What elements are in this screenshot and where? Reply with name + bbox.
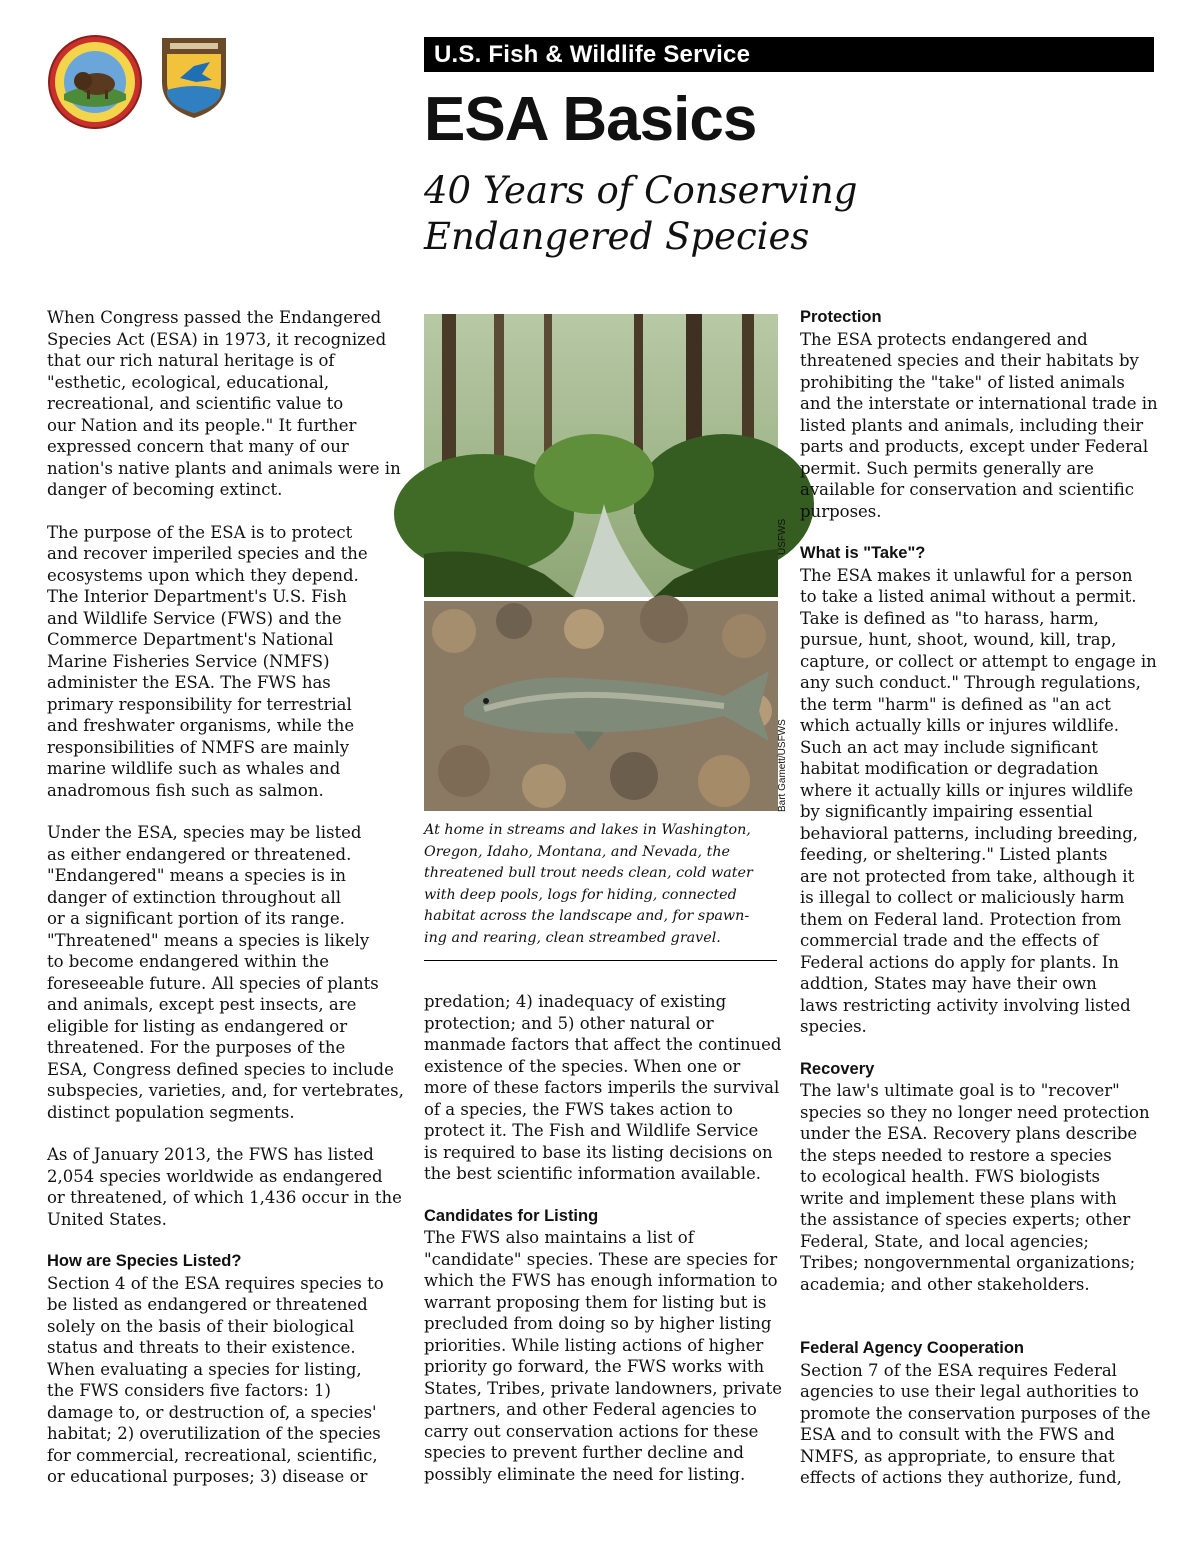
page-title: ESA Basics xyxy=(424,85,757,154)
text-line: more of these factors imperils the survival xyxy=(424,1078,780,1097)
candidates-paragraph xyxy=(424,1227,780,1485)
text-line: habitat across the landscape and, for spawn- xyxy=(424,908,750,924)
candidates-heading: Candidates for Listing xyxy=(424,1206,599,1225)
text-line: write and implement these plans with xyxy=(800,1188,1117,1208)
text-line: possibly eliminate the need for listing. xyxy=(424,1464,746,1484)
text-line: our Nation and its people." It further xyxy=(47,415,357,435)
recovery-paragraph xyxy=(800,1080,1160,1295)
text-line: As of January 2013, the FWS has listed xyxy=(47,1145,374,1164)
text-line: "candidate" species. These are species for xyxy=(424,1249,778,1269)
text-line: Oregon, Idaho, Montana, and Nevada, the xyxy=(424,843,731,860)
subtitle-line: Endangered Species xyxy=(424,215,810,258)
text-line: precluded from doing so by higher listing xyxy=(424,1314,772,1333)
text-line: and Wildlife Service (FWS) and the xyxy=(47,608,342,628)
take-heading: What is "Take"? xyxy=(800,544,926,562)
text-line: with deep pools, logs for hiding, connected xyxy=(424,886,737,903)
text-line: effects of actions they authorize, fund, xyxy=(800,1468,1122,1487)
text-line: are not protected from take, although it xyxy=(800,866,1135,886)
text-line: which actually kills or injures wildlife. xyxy=(800,716,1119,735)
text-line: priority go forward, the FWS works with xyxy=(424,1357,765,1376)
text-line: responsibilities of NMFS are mainly xyxy=(47,737,350,757)
text-line: NMFS, as appropriate, to ensure that xyxy=(800,1446,1115,1466)
text-line: protect it. The Fish and Wildlife Service xyxy=(424,1121,759,1140)
text-line: to become endangered within the xyxy=(47,952,329,971)
text-line: recreational, and scientific value to xyxy=(47,394,344,413)
agency-name: U.S. Fish & Wildlife Service xyxy=(434,41,751,68)
text-line: The ESA makes it unlawful for a person xyxy=(800,565,1133,585)
text-line: solely on the basis of their biological xyxy=(47,1316,355,1336)
subtitle-line: 40 Years of Conserving xyxy=(424,169,858,212)
text-line: Federal actions do apply for plants. In xyxy=(800,952,1119,972)
text-line: The purpose of the ESA is to protect xyxy=(47,522,353,542)
text-line: "esthetic, ecological, educational, xyxy=(47,372,330,392)
text-line: Federal, State, and local agencies; xyxy=(800,1231,1089,1251)
text-line: species to prevent further decline and xyxy=(424,1443,744,1462)
text-line: threatened. For the purposes of the xyxy=(47,1038,346,1057)
text-line: addtion, States may have their own xyxy=(800,974,1097,993)
text-line: capture, or collect or attempt to engage in xyxy=(800,651,1157,671)
take-paragraph xyxy=(800,565,1160,1038)
protection-heading: Protection xyxy=(800,308,882,326)
text-line: Tribes; nongovernmental organizations; xyxy=(800,1253,1136,1272)
listing-paragraph xyxy=(47,822,407,1123)
forest-photo-credit: USFWS xyxy=(777,518,788,555)
text-line: the FWS considers five factors: 1) xyxy=(47,1381,331,1400)
text-line: any such conduct." Through regulations, xyxy=(800,673,1141,692)
text-line: eligible for listing as endangered or xyxy=(47,1016,348,1036)
text-line: the assistance of species experts; other xyxy=(800,1210,1131,1229)
text-line: where it actually kills or injures wildlife xyxy=(800,780,1134,800)
fws-shield-logo xyxy=(158,34,230,120)
text-line: distinct population segments. xyxy=(47,1102,295,1122)
text-line: prohibiting the "take" of listed animals xyxy=(800,372,1125,392)
text-line: damage to, or destruction of, a species' xyxy=(47,1402,377,1422)
text-line: warrant proposing them for listing but is xyxy=(424,1292,767,1312)
photo-caption xyxy=(424,820,780,949)
text-line: threatened species and their habitats by xyxy=(800,351,1139,370)
text-line: is required to base its listing decisions on xyxy=(424,1142,773,1162)
text-line: ESA, Congress defined species to include xyxy=(47,1059,394,1079)
how-listed-heading: How are Species Listed? xyxy=(47,1252,242,1270)
text-line: subspecies, varieties, and, for vertebrates, xyxy=(47,1081,404,1100)
text-line: available for conservation and scientific xyxy=(800,480,1135,499)
text-line: the term "harm" is defined as "an act xyxy=(800,694,1111,714)
text-line: laws restricting activity involving listed xyxy=(800,995,1131,1015)
text-line: be listed as endangered or threatened xyxy=(47,1295,368,1314)
text-line: The Interior Department's U.S. Fish xyxy=(47,587,347,606)
text-line: predation; 4) inadequacy of existing xyxy=(424,992,727,1011)
text-line: manmade factors that affect the continued xyxy=(424,1035,782,1054)
intro-paragraph xyxy=(47,307,407,501)
text-line: danger of extinction throughout all xyxy=(47,887,342,907)
protection-paragraph xyxy=(800,329,1160,523)
text-line: and freshwater organisms, while the xyxy=(47,716,355,735)
counts-paragraph xyxy=(47,1144,407,1230)
text-line: The law's ultimate goal is to "recover" xyxy=(800,1081,1120,1100)
text-line: "Endangered" means a species is in xyxy=(47,866,347,885)
text-line: the best scientific information available. xyxy=(424,1164,761,1183)
text-line: 2,054 species worldwide as endangered xyxy=(47,1166,383,1186)
text-line: commercial trade and the effects of xyxy=(800,931,1099,950)
caption-divider xyxy=(424,960,777,961)
text-line: or educational purposes; 3) disease or xyxy=(47,1467,368,1486)
text-line: pursue, hunt, shoot, wound, kill, trap, xyxy=(800,630,1117,649)
text-line: When evaluating a species for listing, xyxy=(47,1359,362,1379)
text-line: to ecological health. FWS biologists xyxy=(800,1167,1100,1186)
text-line: habitat modification or degradation xyxy=(800,759,1099,778)
interior-department-seal xyxy=(47,34,143,130)
purpose-paragraph xyxy=(47,522,407,802)
text-line: academia; and other stakeholders. xyxy=(800,1274,1090,1294)
text-line: Under the ESA, species may be listed xyxy=(47,823,362,842)
text-line: primary responsibility for terrestrial xyxy=(47,694,352,714)
text-line: the steps needed to restore a species xyxy=(800,1145,1112,1165)
text-line: expressed concern that many of our xyxy=(47,437,349,456)
cooperation-heading: Federal Agency Cooperation xyxy=(800,1339,1025,1357)
text-line: is illegal to collect or maliciously harm xyxy=(800,888,1125,907)
text-line: Commerce Department's National xyxy=(47,630,334,649)
text-line: behavioral patterns, including breeding, xyxy=(800,823,1139,843)
text-line: and recover imperiled species and the xyxy=(47,544,368,563)
cooperation-paragraph xyxy=(800,1360,1160,1489)
text-line: of a species, the FWS takes action to xyxy=(424,1099,733,1119)
recovery-heading: Recovery xyxy=(800,1059,875,1078)
text-line: ESA and to consult with the FWS and xyxy=(800,1425,1115,1444)
text-line: parts and products, except under Federal xyxy=(800,437,1149,456)
text-line: partners, and other Federal agencies to xyxy=(424,1400,757,1419)
text-line: permit. Such permits generally are xyxy=(800,458,1094,478)
column-right xyxy=(800,307,1160,1487)
text-line: that our rich natural heritage is of xyxy=(47,351,335,370)
bull-trout-photo xyxy=(424,601,778,811)
text-line: marine wildlife such as whales and xyxy=(47,759,341,778)
forest-stream-photo xyxy=(424,314,778,597)
text-line: for commercial, recreational, scientific, xyxy=(47,1445,378,1465)
text-line: Take is defined as "to harass, harm, xyxy=(800,608,1099,628)
text-line: The ESA protects endangered and xyxy=(800,329,1088,349)
text-line: "Threatened" means a species is likely xyxy=(47,930,370,950)
text-line: listed plants and animals, including their xyxy=(800,415,1144,435)
text-line: purposes. xyxy=(800,501,882,521)
text-line: species. xyxy=(800,1017,867,1036)
text-line: them on Federal land. Protection from xyxy=(800,909,1122,929)
text-line: When Congress passed the Endangered xyxy=(47,308,382,327)
text-line: ecosystems upon which they depend. xyxy=(47,565,359,585)
text-line: agencies to use their legal authorities to xyxy=(800,1382,1139,1401)
text-line: carry out conservation actions for these xyxy=(424,1421,759,1441)
text-line: species so they no longer need protection xyxy=(800,1102,1150,1122)
how-listed-paragraph xyxy=(47,1273,407,1488)
text-line: States, Tribes, private landowners, private xyxy=(424,1378,782,1398)
text-line: anadromous fish such as salmon. xyxy=(47,780,324,800)
page-subtitle xyxy=(424,168,857,260)
text-line: Section 7 of the ESA requires Federal xyxy=(800,1360,1117,1380)
text-line: promote the conservation purposes of the xyxy=(800,1403,1151,1423)
factors-continued-paragraph xyxy=(424,991,780,1185)
text-line: and animals, except pest insects, are xyxy=(47,995,357,1014)
text-line: existence of the species. When one or xyxy=(424,1056,741,1076)
text-line: which the FWS has enough information to xyxy=(424,1271,778,1290)
text-line: feeding, or sheltering." Listed plants xyxy=(800,845,1108,864)
column-middle xyxy=(424,991,782,1484)
text-line: and the interstate or international trade in xyxy=(800,394,1158,413)
text-line: At home in streams and lakes in Washington, xyxy=(424,822,751,838)
text-line: to take a listed animal without a permit. xyxy=(800,587,1137,606)
text-line: under the ESA. Recovery plans describe xyxy=(800,1124,1138,1143)
trout-photo-credit: Bart Gamett/USFWS xyxy=(777,719,788,812)
text-line: or threatened, of which 1,436 occur in the xyxy=(47,1188,402,1207)
text-line: nation's native plants and animals were in xyxy=(47,458,401,478)
text-line: Marine Fisheries Service (NMFS) xyxy=(47,651,330,671)
text-line: foreseeable future. All species of plants xyxy=(47,973,379,993)
text-line: ing and rearing, clean streambed gravel. xyxy=(424,929,721,946)
text-line: Such an act may include significant xyxy=(800,737,1098,757)
text-line: priorities. While listing actions of higher xyxy=(424,1335,764,1355)
text-line: status and threats to their existence. xyxy=(47,1338,356,1357)
text-line: protection; and 5) other natural or xyxy=(424,1013,714,1033)
text-line: The FWS also maintains a list of xyxy=(424,1228,694,1247)
text-line: Species Act (ESA) in 1973, it recognized xyxy=(47,329,387,349)
text-line: threatened bull trout needs clean, cold water xyxy=(424,865,753,881)
text-line: administer the ESA. The FWS has xyxy=(47,673,331,692)
text-line: or a significant portion of its range. xyxy=(47,909,345,928)
column-left xyxy=(47,307,407,1486)
text-line: Section 4 of the ESA requires species to xyxy=(47,1273,384,1293)
text-line: by significantly impairing essential xyxy=(800,802,1093,821)
text-line: United States. xyxy=(47,1209,167,1229)
text-line: as either endangered or threatened. xyxy=(47,844,352,864)
text-line: habitat; 2) overutilization of the species xyxy=(47,1424,381,1443)
text-line: danger of becoming extinct. xyxy=(47,480,283,499)
